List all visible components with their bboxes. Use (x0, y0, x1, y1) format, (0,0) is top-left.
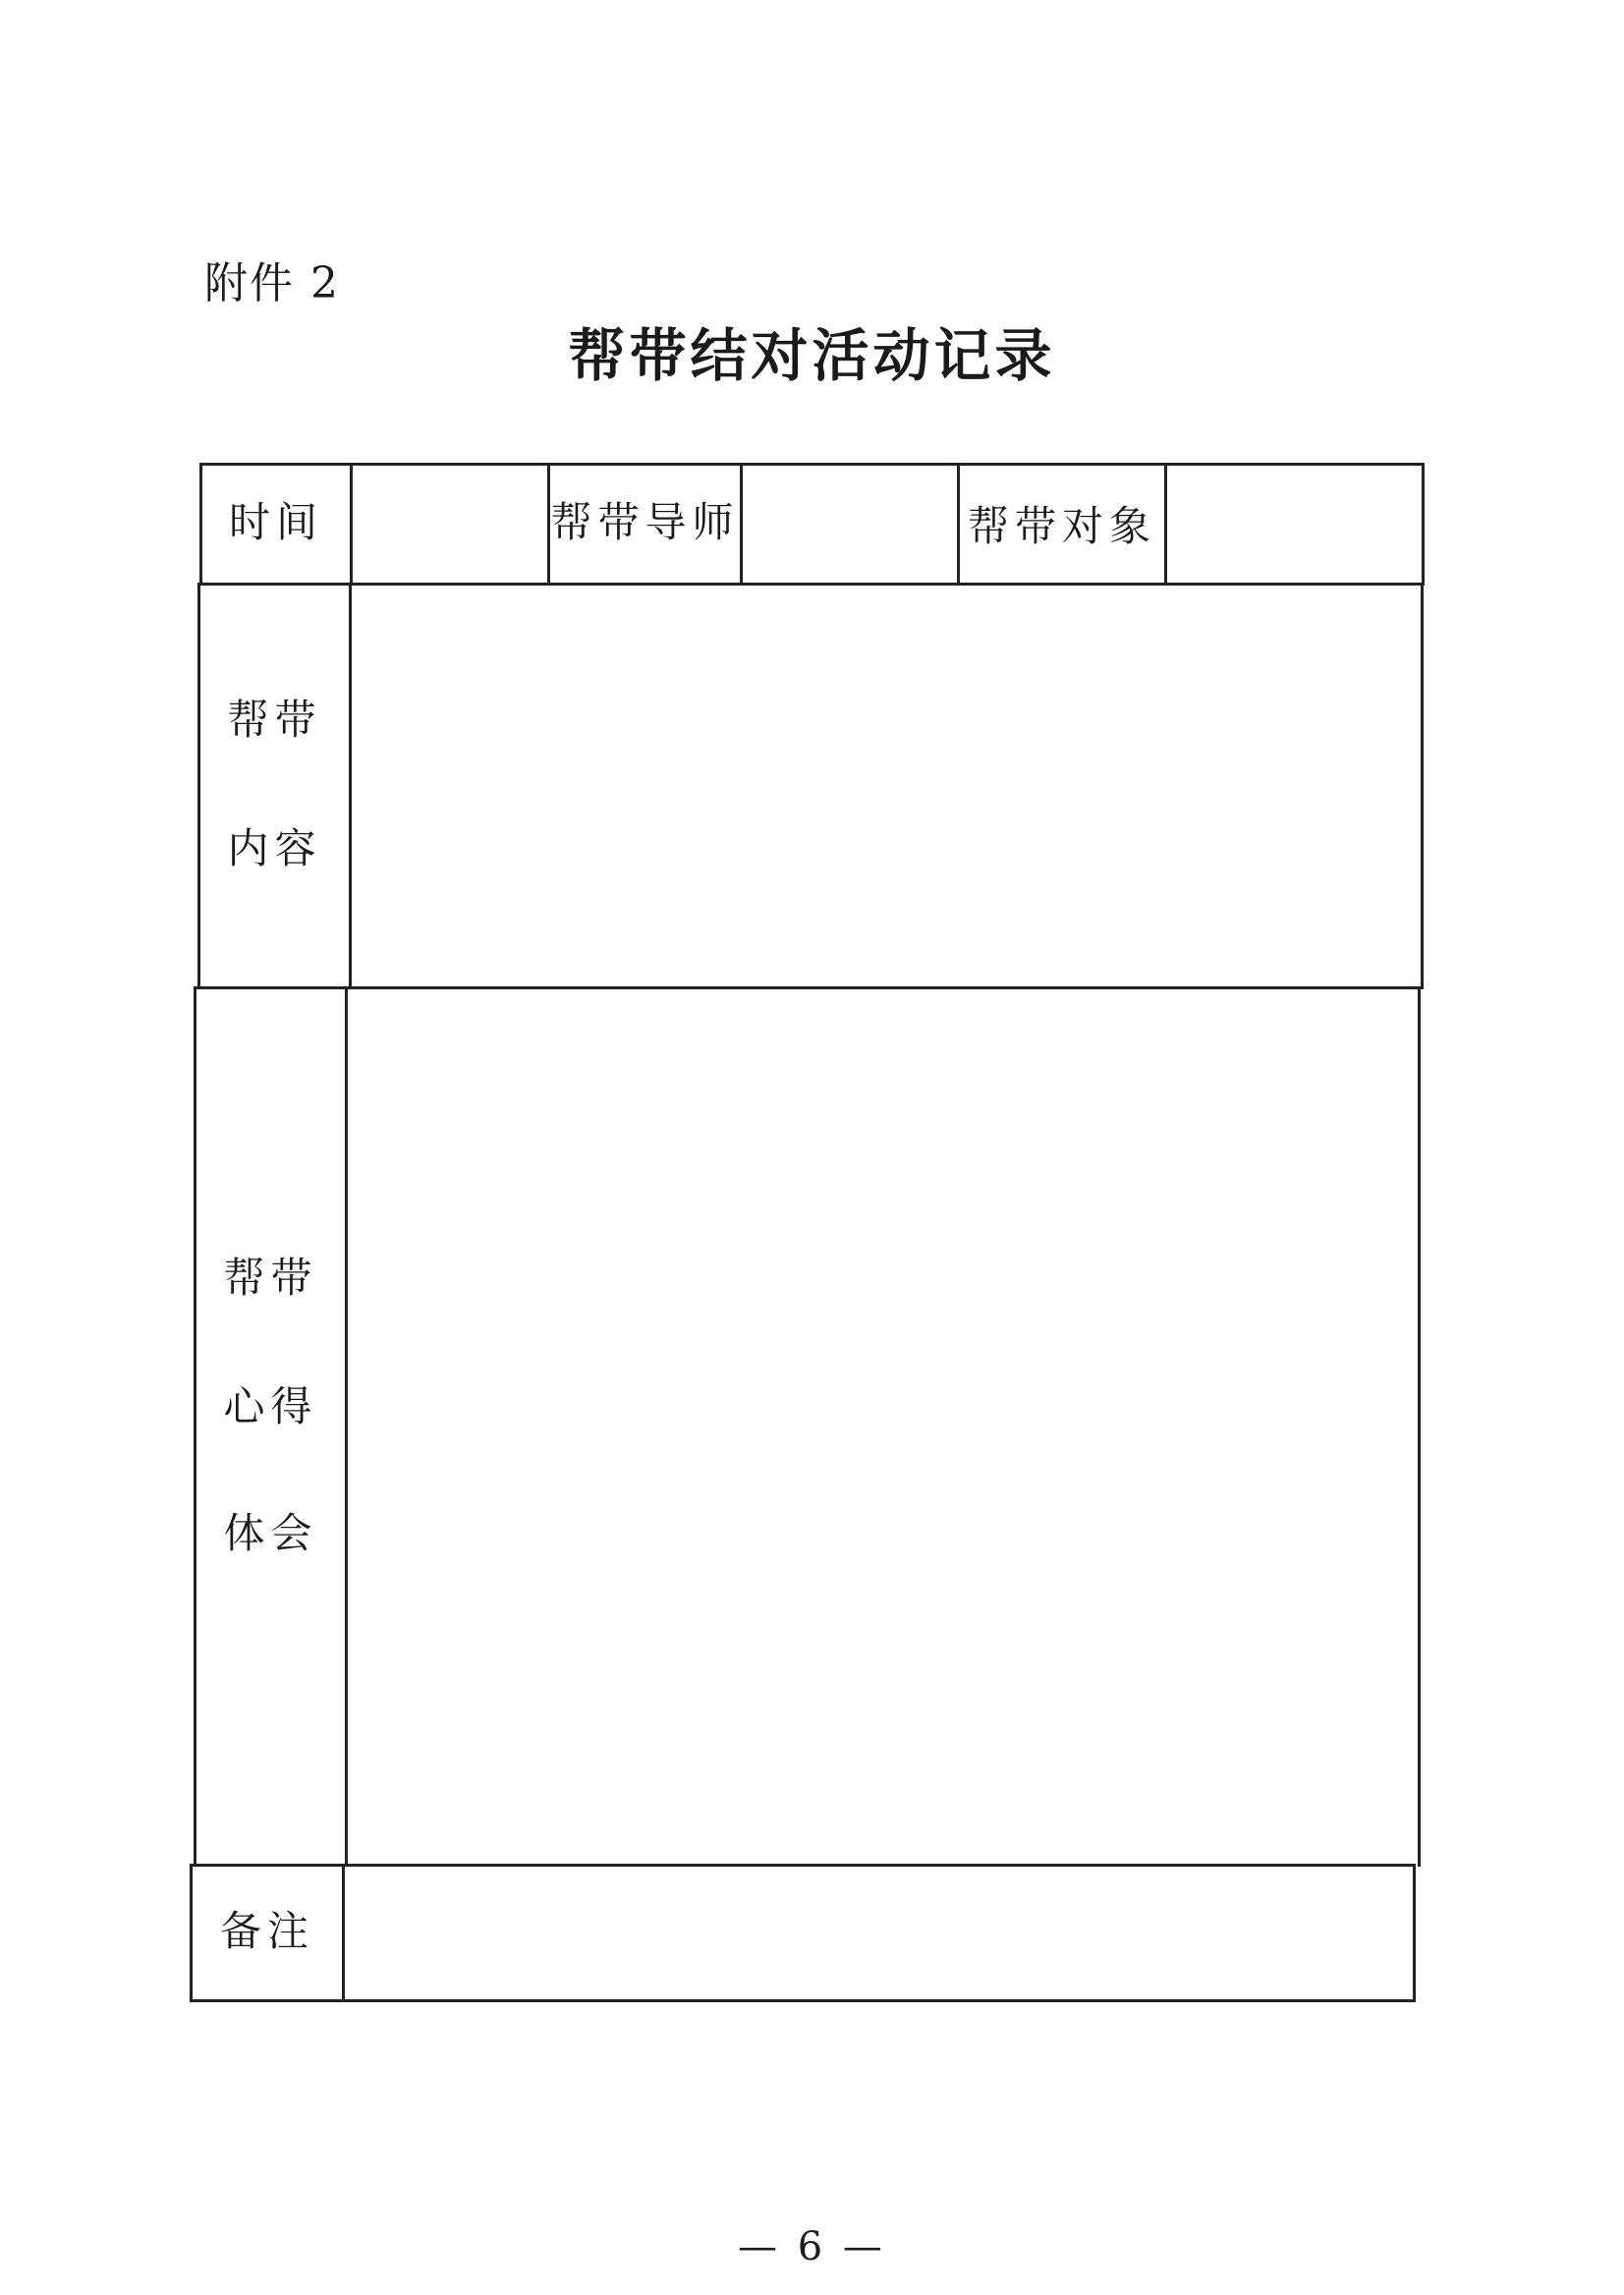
attachment-label: 附件 2 (204, 258, 340, 308)
table-row-divider-2 (196, 986, 1423, 989)
reflection-label-line-1: 帮带 (223, 1254, 318, 1302)
table-border-right (1418, 986, 1421, 1867)
content-label-line-2: 内容 (227, 824, 322, 872)
label-column-divider (349, 583, 352, 989)
form-title: 帮带结对活动记录 (568, 322, 1056, 389)
table-border-right (1421, 583, 1424, 989)
row1-divider (1164, 463, 1167, 586)
table-border-right (1413, 1864, 1416, 2002)
reflection-label-line-3: 体会 (223, 1509, 318, 1557)
content-label-line-1: 帮带 (227, 696, 322, 744)
table-border-right (1422, 463, 1425, 586)
mentor-label: 帮带导师 (550, 498, 740, 546)
reflection-label-line-2: 心得 (223, 1382, 318, 1430)
table-border-bottom (190, 1999, 1416, 2002)
table-row-divider-3 (192, 1864, 1416, 1867)
table-row-divider-1 (197, 583, 1425, 586)
remarks-label: 备注 (219, 1907, 314, 1955)
time-label: 时间 (228, 498, 323, 546)
table-border-left (197, 583, 200, 989)
mentee-label: 帮带对象 (967, 502, 1156, 550)
label-column-divider (342, 1864, 345, 2002)
row1-divider (740, 463, 743, 586)
page-number: — 6 — (738, 2224, 886, 2269)
table-border-top (199, 463, 1425, 466)
label-column-divider (350, 463, 353, 586)
label-column-divider (345, 986, 348, 1867)
